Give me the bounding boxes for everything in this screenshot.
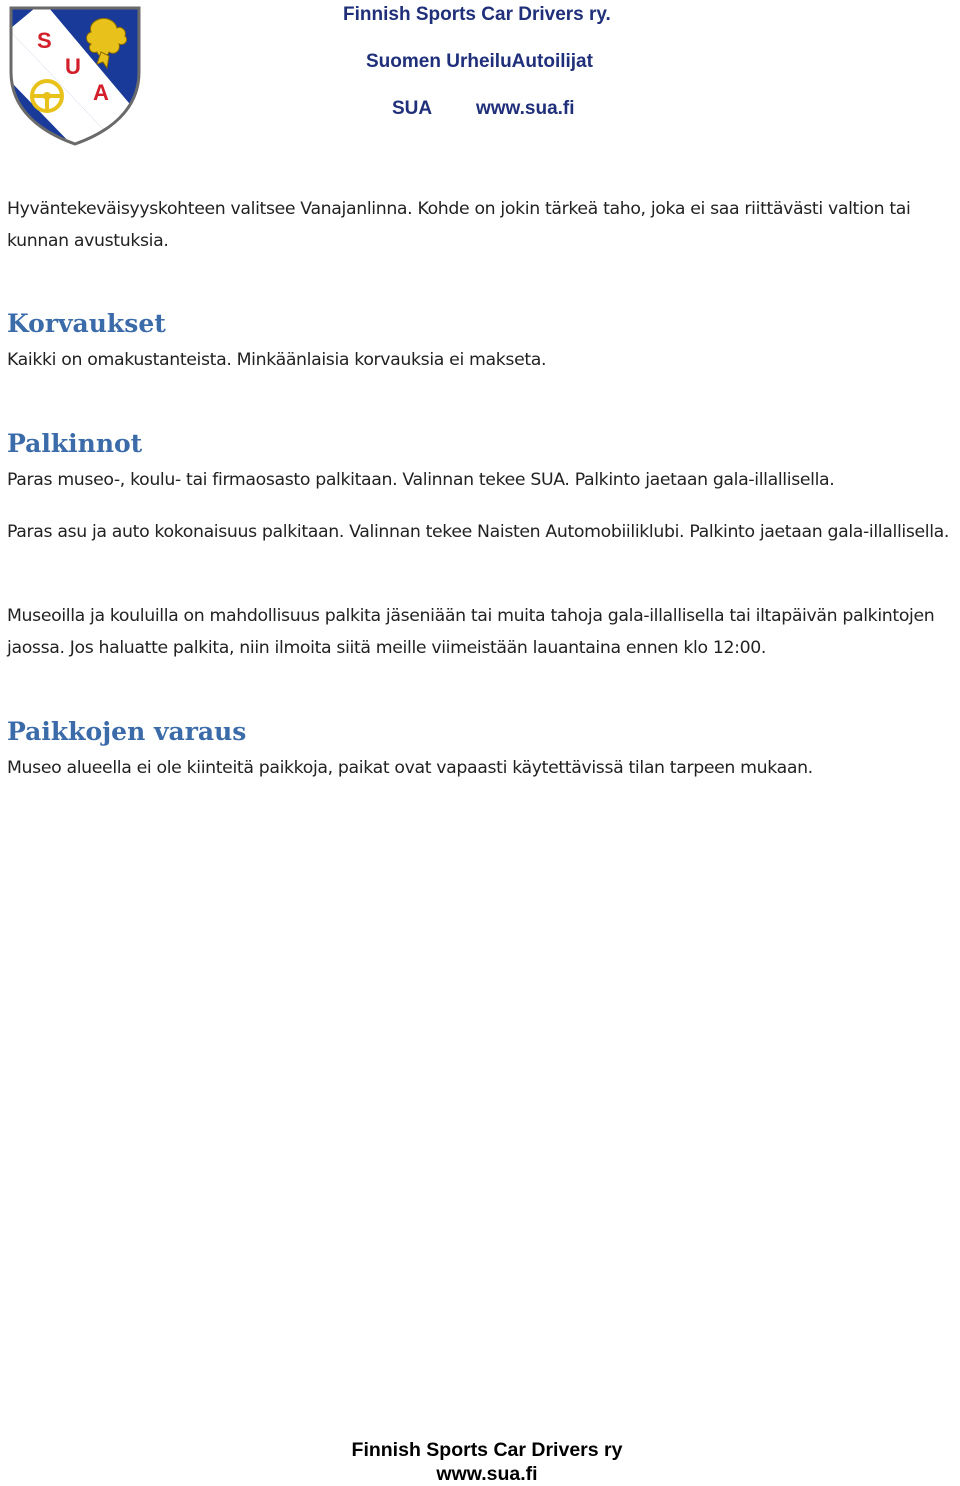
footer-website-link[interactable]: www.sua.fi — [436, 1463, 538, 1485]
heading-korvaukset: Korvaukset — [7, 309, 166, 338]
heading-palkinnot: Palkinnot — [7, 429, 143, 458]
palkinnot-paragraph-1: Paras museo-, koulu- tai firmaosasto palkitaan. Valinnan tekee SUA. Palkinto jaetaan gala-illallisella. — [7, 470, 835, 490]
logo-letter-a: A — [93, 80, 109, 105]
paikkojen-varaus-paragraph: Museo alueella ei ole kiinteitä paikkoja, paikat ovat vapaasti käytettävissä tilan tarpeen mukaan. — [7, 758, 813, 778]
palkinnot-paragraph-3: Museoilla ja kouluilla on mahdollisuus palkita jäseniään tai muita tahoja gala-illallisella tai iltapäivän palkintojen jaossa. Jos haluatte palkita, niin ilmoita siitä meille viimeistään lauantaina ennen klo 12:00. — [7, 606, 935, 658]
header-org-name-finnish: Suomen UrheiluAutoilijat — [366, 51, 593, 72]
korvaukset-paragraph: Kaikki on omakustanteista. Minkäänlaisia korvauksia ei makseta. — [7, 350, 547, 370]
header-website-link[interactable]: www.sua.fi — [476, 98, 575, 119]
footer-org-name: Finnish Sports Car Drivers ry — [351, 1439, 623, 1461]
logo-letter-s: S — [37, 28, 52, 53]
palkinnot-paragraph-2: Paras asu ja auto kokonaisuus palkitaan. Valinnan tekee Naisten Automobiiliklubi. Palkinto jaetaan gala-illallisella. — [7, 522, 950, 542]
sua-logo-shield — [5, 2, 145, 147]
header-abbreviation: SUA — [392, 98, 433, 119]
heading-paikkojen-varaus: Paikkojen varaus — [7, 717, 247, 746]
logo-letter-u: U — [65, 54, 81, 79]
intro-paragraph: Hyväntekeväisyyskohteen valitsee Vanajanlinna. Kohde on jokin tärkeä taho, joka ei saa riittävästi valtion tai kunnan avustuksia. — [7, 199, 911, 251]
header-org-name: Finnish Sports Car Drivers ry. — [343, 4, 611, 25]
